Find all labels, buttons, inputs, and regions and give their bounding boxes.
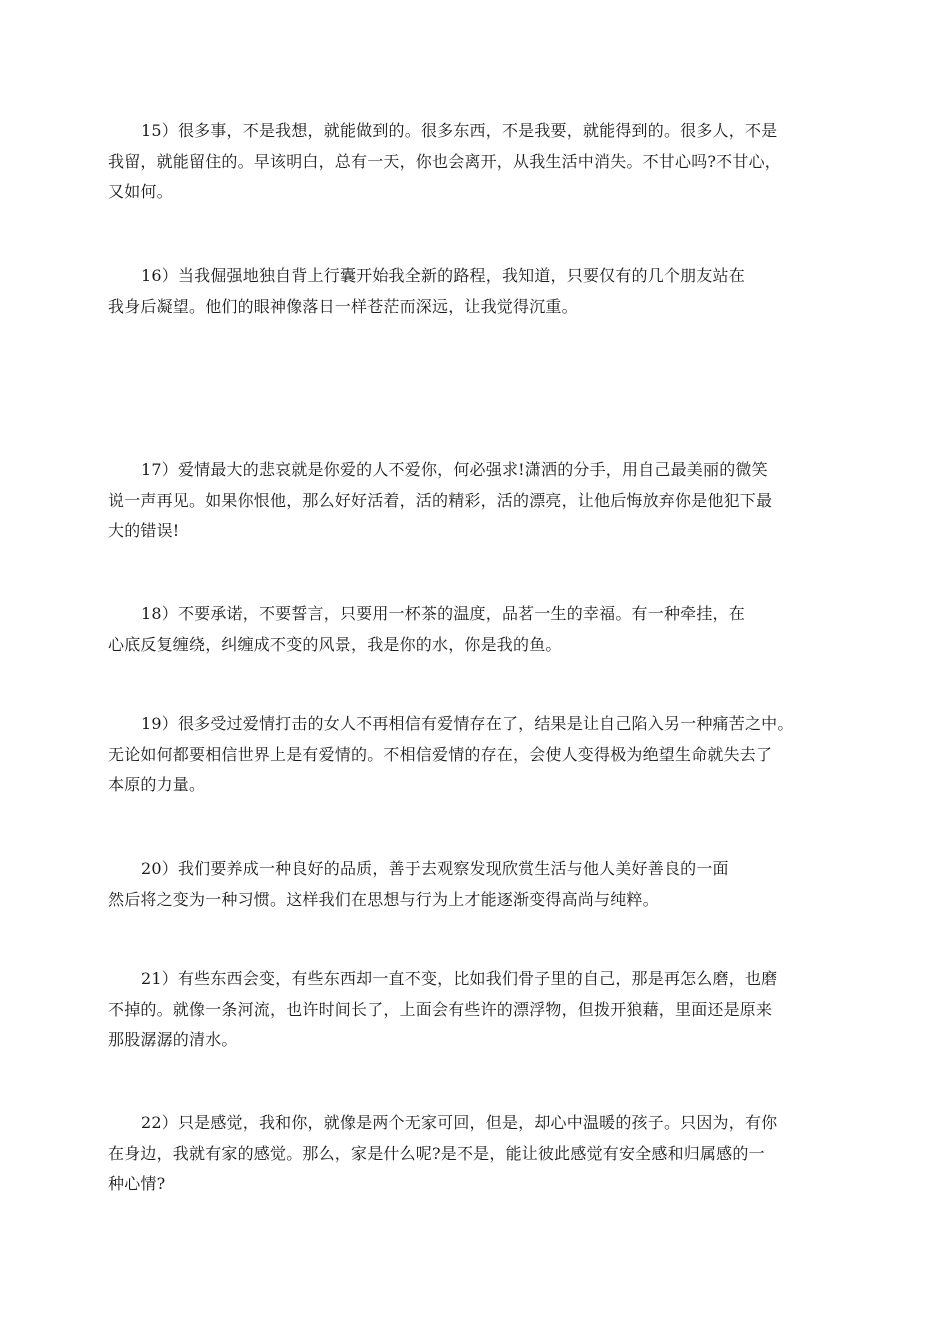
- paragraph-line: 我留，就能留住的。早该明白，总有一天，你也会离开，从我生活中消失。不甘心吗?不甘心，: [108, 151, 781, 171]
- paragraph-line: 心底反复缠绕，纠缠成不变的风景，我是你的水，你是我的鱼。: [108, 634, 562, 654]
- paragraph-line: 17）爱情最大的悲哀就是你爱的人不爱你，何必强求!潇洒的分手，用自己最美丽的微笑: [141, 460, 768, 479]
- paragraph-line: 不掉的。就像一条河流，也许时间长了，上面会有些许的漂浮物，但拨开狼藉，里面还是原来: [108, 999, 773, 1019]
- paragraph-line: 然后将之变为一种习惯。这样我们在思想与行为上才能逐渐变得高尚与纯粹。: [108, 889, 659, 909]
- paragraph-17: [108, 455, 853, 547]
- paragraph-line: 19）很多受过爱情打击的女人不再相信有爱情存在了，结果是让自己陷入另一种痛苦之中。: [141, 714, 794, 733]
- paragraph-18: [108, 599, 853, 660]
- paragraph-line: 种心情?: [108, 1174, 166, 1193]
- paragraph-21: [108, 964, 853, 1056]
- paragraph-line: 15）很多事，不是我想，就能做到的。很多东西，不是我要，就能得到的。很多人，不是: [141, 121, 778, 140]
- paragraph-16: [108, 261, 853, 322]
- paragraph-line: 22）只是感觉，我和你，就像是两个无家可回，但是，却心中温暖的孩子。只因为，有你: [141, 1113, 778, 1132]
- paragraph-line: 在身边，我就有家的感觉。那么，家是什么呢?是不是，能让彼此感觉有安全感和归属感的一: [108, 1143, 765, 1163]
- paragraph-line: 21）有些东西会变，有些东西却一直不变，比如我们骨子里的自己，那是再怎么磨，也磨: [141, 969, 778, 988]
- paragraph-line: 18）不要承诺，不要誓言，只要用一杯茶的温度，品茗一生的幸福。有一种牵挂，在: [141, 604, 745, 623]
- paragraph-line: 20）我们要养成一种良好的品质，善于去观察发现欣赏生活与他人美好善良的一面: [141, 859, 729, 878]
- paragraph-22: [108, 1108, 853, 1200]
- paragraph-line: 16）当我倔强地独自背上行囊开始我全新的路程，我知道，只要仅有的几个朋友站在: [141, 266, 745, 285]
- paragraph-15: [108, 116, 853, 208]
- paragraph-line: 说一声再见。如果你恨他，那么好好活着，活的精彩，活的漂亮，让他后悔放弃你是他犯下最: [108, 490, 773, 510]
- paragraph-19: [108, 709, 853, 801]
- paragraph-line: 我身后凝望。他们的眼神像落日一样苍茫而深远，让我觉得沉重。: [108, 296, 578, 316]
- paragraph-line: 那股潺潺的清水。: [108, 1030, 238, 1049]
- paragraph-line: 大的错误!: [108, 521, 180, 540]
- paragraph-line: 本原的力量。: [108, 775, 206, 794]
- paragraph-line: 又如何。: [108, 182, 173, 201]
- paragraph-line: 无论如何都要相信世界上是有爱情的。不相信爱情的存在，会使人变得极为绝望生命就失去了: [108, 744, 773, 764]
- paragraph-20: [108, 854, 853, 915]
